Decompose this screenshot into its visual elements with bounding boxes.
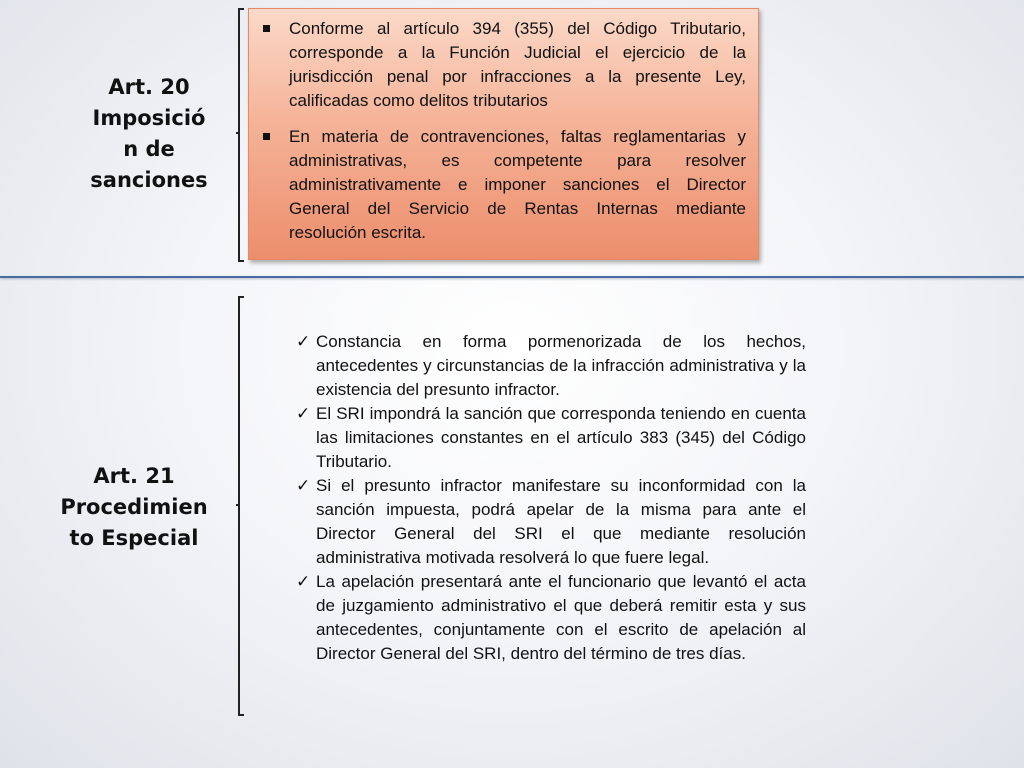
checkmark-icon: ✓	[296, 332, 311, 352]
list-item-text: La apelación presentará ante el funcionario que levantó el acta de juzgamiento administrativo el que deberá remitir esta y sus antecedentes, conjuntamente con el escrito de apelación al Director General del SRI, dentro del término de tres días.	[316, 572, 806, 663]
section2-bracket	[238, 296, 244, 716]
list-item	[259, 125, 746, 245]
section1-title-line: Art. 20	[108, 75, 190, 99]
section1-title-line: sanciones	[90, 168, 208, 192]
list-item	[296, 402, 806, 474]
list-item-text: Constancia en forma pormenorizada de los hechos, antecedentes y circunstancias de la infracción administrativa y la existencia del presunto infractor.	[316, 332, 806, 399]
section-divider	[0, 276, 1024, 278]
list-item	[296, 474, 806, 570]
list-item-text: Conforme al artículo 394 (355) del Código Tributario, corresponde a la Función Judicial el ejercicio de la jurisdicción penal por infracciones a la presente Ley, calificadas como delitos tributarios	[289, 19, 746, 110]
section2-title-line: Art. 21	[93, 464, 175, 488]
list-item	[296, 330, 806, 402]
checkmark-icon: ✓	[296, 404, 311, 424]
section1-bracket-tick	[236, 132, 240, 134]
section2-title	[52, 461, 216, 554]
list-item-text: En materia de contravenciones, faltas reglamentarias y administrativas, es competente para resolver administrativamente e imponer sanciones el Director General del Servicio de Rentas Internas mediante resolución escrita.	[289, 127, 746, 242]
section1-content-box	[248, 8, 759, 260]
section2-bracket-tick	[236, 504, 240, 506]
list-item-text: El SRI impondrá la sanción que corresponda teniendo en cuenta las limitaciones constantes en el artículo 383 (345) del Código Tributario.	[316, 404, 806, 471]
list-item	[259, 17, 746, 113]
section1-bracket	[238, 8, 244, 262]
list-item	[296, 570, 806, 666]
section1-title-line: n de	[123, 137, 175, 161]
square-bullet-icon	[263, 25, 270, 32]
section1-bullet-list	[249, 9, 758, 245]
section1-title	[82, 72, 216, 196]
checkmark-icon: ✓	[296, 476, 311, 496]
square-bullet-icon	[263, 133, 270, 140]
section2-check-list	[296, 330, 806, 666]
section1-title-line: Imposició	[92, 106, 206, 130]
section2-title-line: Procedimien	[60, 495, 208, 519]
list-item-text: Si el presunto infractor manifestare su inconformidad con la sanción impuesta, podrá apelar de la misma para ante el Director General del SRI el que mediante resolución administrativa motivada resolverá lo que fuere legal.	[316, 476, 806, 567]
checkmark-icon: ✓	[296, 572, 311, 592]
section2-title-line: to Especial	[69, 526, 199, 550]
